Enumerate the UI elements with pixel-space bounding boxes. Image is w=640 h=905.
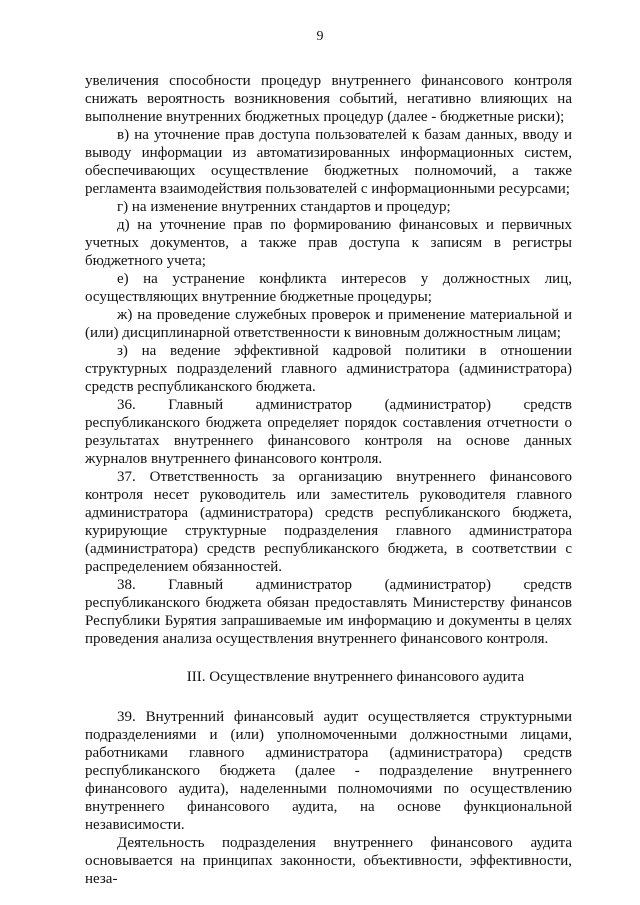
paragraph-item-v: в) на уточнение прав доступа пользователей к базам данных, вводу и выводу информации из автоматизированных информационных систем, обеспечивающих осуществление бюджетных полномочий, а также регламента взаимодействия пользователей с информационными ресурсами; <box>85 127 572 197</box>
paragraph-39: 39. Внутренний финансовый аудит осуществляется структурными подразделениями и (или) уполномоченными должностными лицами, работниками главного администратора (администратора) средств республиканского бюджета (далее - подразделение внутреннего финансового аудита), наделенными полномочиями по осуществлению внутреннего финансового аудита, на основе функциональной независимости. <box>85 709 572 833</box>
paragraph-continuation: увеличения способности процедур внутреннего финансового контроля снижать вероятность возникновения событий, негативно влияющих на выполнение внутренних бюджетных процедур (далее - бюджетные риски); <box>85 73 572 125</box>
page-number: 9 <box>316 29 324 44</box>
document-body <box>85 72 572 888</box>
paragraph-36: 36. Главный администратор (администратор) средств республиканского бюджета определяет порядок составления отчетности о результатах внутреннего финансового контроля на основе данных журналов внутреннего финансового контроля. <box>85 397 572 467</box>
paragraph-item-e: е) на устранение конфликта интересов у должностных лиц, осуществляющих внутренние бюджетные процедуры; <box>85 271 572 305</box>
section-heading: III. Осуществление внутреннего финансового аудита <box>186 669 525 685</box>
paragraph-37: 37. Ответственность за организацию внутреннего финансового контроля несет руководитель или заместитель руководителя главного администратора (администратора) средств республиканского бюджета, курирующие структурные подразделения главного администратора (администратора) средств республиканского бюджета, в соответствии с распределением обязанностей. <box>85 469 572 575</box>
paragraph-38: 38. Главный администратор (администратор) средств республиканского бюджета обязан предоставлять Министерству финансов Республики Бурятия запрашиваемые им информацию и документы в целях проведения анализа осуществления внутреннего финансового контроля. <box>85 577 572 647</box>
paragraph-item-d: д) на уточнение прав по формированию финансовых и первичных учетных документов, а также прав доступа к записям в регистры бюджетного учета; <box>85 217 572 269</box>
paragraph-item-zh: ж) на проведение служебных проверок и применение материальной и (или) дисциплинарной ответственности к виновным должностным лицам; <box>85 307 572 341</box>
paragraph-item-z: з) на ведение эффективной кадровой политики в отношении структурных подразделений главного администратора (администратора) средств республиканского бюджета. <box>85 343 572 395</box>
paragraph-item-g: г) на изменение внутренних стандартов и процедур; <box>117 199 451 215</box>
paragraph-audit-principles: Деятельность подразделения внутреннего финансового аудита основывается на принципах законности, объективности, эффективности, неза- <box>85 835 572 887</box>
